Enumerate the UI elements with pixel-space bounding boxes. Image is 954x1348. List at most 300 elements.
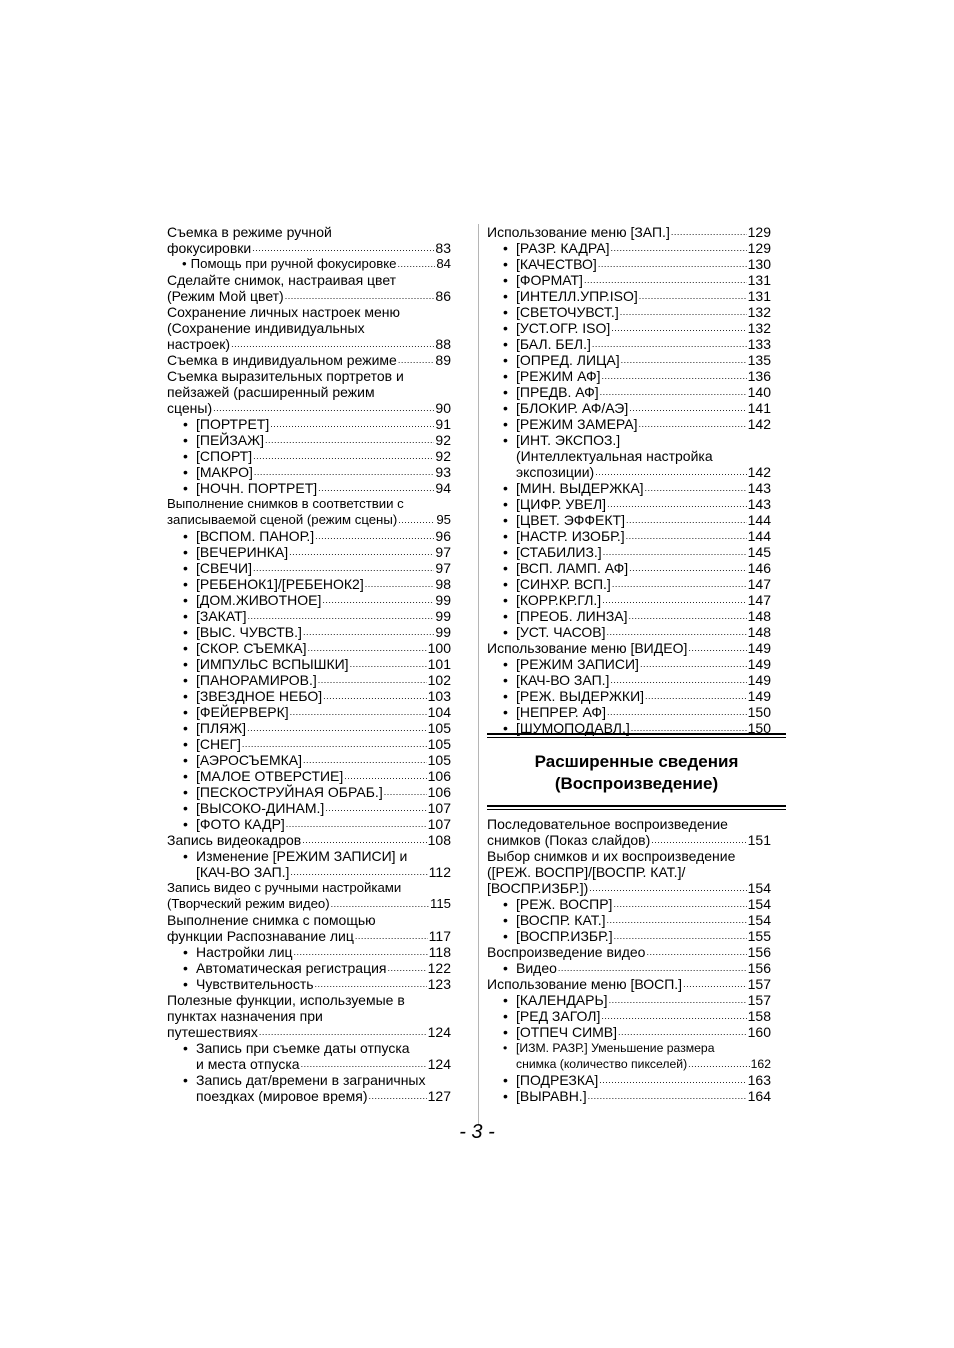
page-ref: 88 [435, 336, 451, 352]
entry-label-text: [СВЕТОЧУВСТ.] [516, 304, 619, 320]
toc-entry[interactable] [487, 336, 771, 352]
entry-row [196, 816, 451, 832]
page-ref: 99 [435, 592, 451, 608]
toc-entry[interactable] [487, 560, 771, 576]
toc-entry[interactable] [167, 256, 451, 272]
entry-label-text: [ЗАКАТ] [196, 608, 247, 624]
toc-entry[interactable] [487, 608, 771, 624]
entry-label [167, 928, 354, 944]
bullet: • [183, 704, 188, 720]
toc-entry[interactable] [487, 240, 771, 256]
dot-leader [252, 244, 434, 253]
page-ref: 144 [747, 512, 771, 528]
dot-leader [289, 548, 434, 557]
entry-row [167, 352, 451, 368]
dot-leader [671, 228, 747, 237]
page-ref: 143 [747, 496, 771, 512]
entry-row [196, 784, 451, 800]
entry-label [487, 944, 645, 960]
toc-entry[interactable] [167, 624, 451, 640]
toc-entry[interactable] [487, 944, 771, 960]
entry-label [196, 480, 317, 496]
entry-label [516, 1056, 687, 1072]
entry-label-text: [ВЫС. ЧУВСТВ.] [196, 624, 302, 640]
page-ref: 98 [435, 576, 451, 592]
entry-row [196, 944, 451, 960]
bullet: • [503, 560, 508, 576]
entry-label [196, 528, 314, 544]
toc-entry[interactable] [487, 816, 771, 848]
entry-row [516, 400, 771, 416]
entry-label-text: [ВОСПР.ИЗБР.]) [487, 880, 589, 896]
bullet: • [183, 768, 188, 784]
entry-label-text: Чувствительность [196, 976, 314, 992]
toc-entry[interactable] [167, 272, 451, 304]
entry-row [196, 960, 451, 976]
entry-row [516, 624, 771, 640]
page-ref: 157 [747, 976, 771, 992]
toc-entry[interactable] [487, 896, 771, 912]
entry-label [196, 944, 293, 960]
entry-label [516, 256, 597, 272]
dot-leader [213, 404, 434, 413]
entry-row [167, 1024, 451, 1040]
entry-label-text: [НЕПРЕР. АФ] [516, 704, 606, 720]
page-number: - 3 - [459, 1121, 495, 1143]
entry-label-text: снимка (количество пикселей) [516, 1057, 688, 1071]
bullet: • [503, 416, 508, 432]
entry-row [196, 480, 451, 496]
dot-leader [631, 724, 747, 733]
entry-row [196, 576, 451, 592]
toc-entry[interactable] [167, 752, 451, 768]
entry-label [516, 288, 638, 304]
toc-entry[interactable] [487, 384, 771, 400]
toc-entry[interactable] [167, 640, 451, 656]
entry-label [516, 1088, 587, 1104]
toc-entry[interactable] [167, 304, 451, 352]
toc-entry[interactable] [487, 544, 771, 560]
entry-label [516, 992, 608, 1008]
toc-entry[interactable] [167, 960, 451, 976]
entry-label-text: [СПОРТ] [196, 448, 253, 464]
toc-entry[interactable] [487, 256, 771, 272]
bullet: • [503, 1088, 508, 1104]
dot-leader [618, 1028, 747, 1037]
entry-label [516, 384, 599, 400]
entry-label [516, 608, 628, 624]
entry-label-text: [РАЗР. КАДРА] [516, 240, 610, 256]
toc-entry[interactable] [167, 912, 451, 944]
bullet: • [183, 608, 188, 624]
dot-leader [639, 420, 747, 429]
entry-row [487, 640, 771, 656]
bullet: • [503, 528, 508, 544]
entry-label-text: [РЕЖИМ ЗАПИСИ] [516, 656, 639, 672]
section-heading [487, 733, 786, 810]
page-ref: 123 [427, 976, 451, 992]
toc-left-column [167, 224, 451, 1104]
toc-entry[interactable] [167, 560, 451, 576]
entry-row [196, 448, 451, 464]
bullet: • [503, 896, 508, 912]
toc-entry[interactable] [167, 784, 451, 800]
entry-label-text: [ПОДРЕЗКА] [516, 1072, 599, 1088]
entry-label-text: [РЕЖИМ АФ] [516, 368, 601, 384]
entry-text-line: Выбор снимков и их воспроизведение [487, 848, 736, 864]
dot-leader [331, 900, 429, 909]
toc-entry[interactable] [487, 528, 771, 544]
toc-entry[interactable] [167, 816, 451, 832]
dot-leader [248, 612, 435, 621]
entry-row [516, 464, 771, 480]
entry-label [196, 800, 324, 816]
entry-label-text: [ВОСПР. КАТ.] [516, 912, 606, 928]
toc-entry[interactable] [487, 1008, 771, 1024]
entry-label-text: Настройки лиц [196, 944, 293, 960]
toc-entry[interactable] [167, 656, 451, 672]
entry-label [196, 864, 289, 880]
dot-leader [302, 836, 426, 845]
entry-row [516, 528, 771, 544]
dot-leader [318, 676, 427, 685]
toc-entry[interactable] [487, 592, 771, 608]
toc-entry[interactable] [487, 1072, 771, 1088]
entry-label-text: [ДОМ.ЖИВОТНОЕ] [196, 592, 322, 608]
dot-leader [626, 532, 747, 541]
dot-leader [646, 948, 746, 957]
bullet: • [503, 1008, 508, 1024]
entry-label-text: (Творческий режим видео) [167, 896, 330, 911]
toc-entry[interactable] [167, 704, 451, 720]
toc-entry[interactable] [487, 992, 771, 1008]
page-ref: 105 [427, 736, 451, 752]
dot-leader [388, 964, 427, 973]
toc-entry[interactable] [167, 720, 451, 736]
entry-label-text: [ОТПЕЧ СИМВ] [516, 1024, 618, 1040]
entry-label [516, 320, 610, 336]
toc-entry[interactable] [167, 224, 451, 256]
toc-entry[interactable] [487, 1088, 771, 1104]
entry-row [196, 864, 451, 880]
entry-label [196, 544, 288, 560]
dot-leader [610, 676, 746, 685]
page-ref: 132 [747, 304, 771, 320]
dot-leader [640, 660, 747, 669]
page-ref: 89 [435, 352, 451, 368]
entry-label-text: [СНЕГ] [196, 736, 241, 752]
page-ref: 156 [747, 960, 771, 976]
page-ref: 94 [435, 480, 451, 496]
toc-entry[interactable] [487, 576, 771, 592]
entry-text-line: Сделайте снимок, настраивая цвет [167, 272, 397, 288]
toc-entry[interactable] [487, 368, 771, 384]
entry-label [516, 464, 594, 480]
toc-entry[interactable] [487, 976, 771, 992]
toc-entry[interactable] [487, 1024, 771, 1040]
entry-label [196, 576, 364, 592]
entry-row [196, 752, 451, 768]
entry-label-text: Видео [516, 960, 557, 976]
entry-text-line: Съемка выразительных портретов и [167, 368, 404, 384]
entry-row [196, 768, 451, 784]
page-ref: 83 [435, 240, 451, 256]
page-ref: 142 [747, 464, 771, 480]
dot-leader [645, 692, 747, 701]
entry-row [196, 704, 451, 720]
toc-entry[interactable] [487, 688, 771, 704]
bullet: • [503, 928, 508, 944]
toc-entry[interactable] [487, 496, 771, 512]
page-ref: 117 [428, 928, 451, 944]
entry-row [167, 336, 451, 352]
entry-row [196, 1088, 451, 1104]
entry-label [516, 560, 628, 576]
entry-label [516, 544, 602, 560]
toc-entry[interactable] [167, 352, 451, 368]
entry-label [516, 960, 557, 976]
dot-leader [254, 468, 435, 477]
toc-entry[interactable] [487, 400, 771, 416]
toc-entry[interactable] [167, 464, 451, 480]
toc-entry[interactable] [167, 880, 451, 912]
bullet: • [183, 944, 188, 960]
entry-label-text: [БАЛ. БЕЛ.] [516, 336, 591, 352]
bullet: • [503, 592, 508, 608]
entry-row [167, 400, 451, 416]
toc-entry[interactable] [167, 848, 451, 880]
toc-entry[interactable] [487, 1040, 771, 1072]
toc-entry[interactable] [167, 544, 451, 560]
dot-leader [584, 276, 747, 285]
entry-label [516, 352, 620, 368]
toc-entry[interactable] [167, 800, 451, 816]
dot-leader [242, 740, 427, 749]
toc-entry[interactable] [487, 272, 771, 288]
toc-entry[interactable] [487, 480, 771, 496]
entry-label-text: [КОРР.КР.ГЛ.] [516, 592, 602, 608]
toc-entry[interactable] [487, 928, 771, 944]
page-ref: 136 [747, 368, 771, 384]
bullet: • [183, 976, 188, 992]
entry-row [516, 560, 771, 576]
entry-row [516, 544, 771, 560]
entry-label-text: [ВЕЧЕРИНКА] [196, 544, 289, 560]
entry-label-text: [СВЕЧИ] [196, 560, 252, 576]
entry-label-text: [ПЛЯЖ] [196, 720, 247, 736]
toc-entry[interactable] [487, 848, 771, 896]
entry-label-text: [ПРЕОБ. ЛИНЗА] [516, 608, 628, 624]
entry-label-text: [ОПРЕД. ЛИЦА] [516, 352, 620, 368]
page-ref: 133 [747, 336, 771, 352]
bullet: • [503, 304, 508, 320]
toc-entry[interactable] [167, 608, 451, 624]
toc-entry[interactable] [487, 352, 771, 368]
toc-entry[interactable] [167, 448, 451, 464]
dot-leader [601, 1012, 746, 1021]
dot-leader [626, 516, 747, 525]
toc-entry[interactable] [167, 976, 451, 992]
entry-label-text: [МИН. ВЫДЕРЖКА] [516, 480, 644, 496]
dot-leader [629, 404, 746, 413]
toc-entry[interactable] [487, 416, 771, 432]
dot-leader [588, 1092, 747, 1101]
bullet: • [503, 688, 508, 704]
toc-entry[interactable] [487, 704, 771, 720]
entry-label-text: [ШУМОПОДАВЛ.] [516, 720, 630, 736]
toc-entry[interactable] [167, 832, 451, 848]
toc-entry[interactable] [487, 512, 771, 528]
bullet: • [503, 720, 508, 736]
toc-entry[interactable] [487, 288, 771, 304]
toc-entry[interactable] [167, 496, 451, 528]
page-ref: 129 [747, 224, 771, 240]
dot-leader [629, 612, 747, 621]
entry-label [167, 512, 397, 528]
bullet: • [503, 1024, 508, 1040]
toc-entry[interactable] [167, 1040, 451, 1072]
bullet: • [183, 736, 188, 752]
entry-label-text: [СТАБИЛИЗ.] [516, 544, 602, 560]
bullet: • [183, 800, 188, 816]
entry-label-text: Использование меню [ВОСП.] [487, 976, 683, 992]
bullet: • [503, 656, 508, 672]
bullet: • [183, 672, 188, 688]
toc-entry[interactable] [487, 624, 771, 640]
entry-label-text: [ЦИФР. УВЕЛ] [516, 496, 607, 512]
bullet: • [503, 368, 508, 384]
entry-row [196, 608, 451, 624]
entry-row [516, 1008, 771, 1024]
entry-label-text: и места отпуска [196, 1056, 300, 1072]
dot-leader [315, 980, 427, 989]
entry-row [196, 720, 451, 736]
entry-row [516, 496, 771, 512]
entry-row [196, 624, 451, 640]
page-ref: 154 [747, 896, 771, 912]
entry-row [516, 912, 771, 928]
page-ref: 150 [747, 720, 771, 736]
entry-text-line: [ИНТ. ЭКСПОЗ.] [516, 432, 621, 448]
dot-leader [613, 900, 746, 909]
entry-row [516, 672, 771, 688]
toc-entry[interactable] [487, 672, 771, 688]
entry-label [196, 416, 269, 432]
toc-entry[interactable] [487, 960, 771, 976]
entry-label [516, 672, 609, 688]
entry-label-text: [КАЛЕНДАРЬ] [516, 992, 608, 1008]
entry-row [516, 368, 771, 384]
entry-label [167, 352, 397, 368]
bullet: • [183, 1072, 188, 1088]
entry-text-line: Выполнение снимков в соответствии с [167, 496, 404, 511]
entry-label [196, 816, 285, 832]
toc-entry[interactable] [487, 224, 771, 240]
entry-row [196, 688, 451, 704]
entry-label [516, 688, 644, 704]
bullet: • [503, 400, 508, 416]
toc-entry[interactable] [167, 992, 451, 1040]
dot-leader [607, 500, 747, 509]
toc-entry[interactable] [167, 432, 451, 448]
toc-entry[interactable] [167, 576, 451, 592]
toc-entry[interactable] [487, 912, 771, 928]
entry-label-text: [КАЧ-ВО ЗАП.] [516, 672, 610, 688]
entry-label-text: Автоматическая регистрация [196, 960, 387, 976]
dot-leader [270, 420, 434, 429]
page-ref: 107 [427, 800, 451, 816]
entry-row [196, 640, 451, 656]
entry-label [516, 272, 583, 288]
toc-entry[interactable] [487, 640, 771, 656]
entry-label [516, 912, 605, 928]
toc-entry[interactable] [167, 768, 451, 784]
page-ref: 106 [427, 768, 451, 784]
dot-leader [558, 964, 747, 973]
bullet: • [182, 256, 187, 271]
toc-entry[interactable] [167, 736, 451, 752]
bullet: • [183, 784, 188, 800]
toc-entry[interactable] [167, 416, 451, 432]
entry-label-text: [РЕЖ. ВЫДЕРЖКИ] [516, 688, 645, 704]
bullet: • [183, 560, 188, 576]
toc-entry[interactable] [167, 592, 451, 608]
toc-entry[interactable] [167, 688, 451, 704]
page-ref: 108 [427, 832, 451, 848]
entry-label-text: [ПЕСКОСТРУЙНАЯ ОБРАБ.] [196, 784, 383, 800]
dot-leader [315, 532, 434, 541]
entry-label [167, 896, 330, 912]
toc-entry[interactable] [167, 480, 451, 496]
page-ref: 106 [427, 784, 451, 800]
entry-label-text: [УСТ.ОГР. ISO] [516, 320, 611, 336]
entry-row [487, 944, 771, 960]
dot-leader [253, 564, 434, 573]
page-ref: 84 [436, 256, 451, 271]
entry-label [516, 240, 609, 256]
toc-entry[interactable] [487, 656, 771, 672]
bullet: • [503, 912, 508, 928]
toc-entry[interactable] [167, 672, 451, 688]
dot-leader [290, 868, 427, 877]
dot-leader [231, 340, 434, 349]
bullet: • [503, 992, 508, 1008]
entry-label [196, 448, 252, 464]
toc-entry[interactable] [167, 528, 451, 544]
page-ref: 92 [435, 448, 451, 464]
dot-leader [621, 356, 747, 365]
entry-label-text: экспозиции) [516, 464, 595, 480]
dot-leader [325, 804, 426, 813]
toc-entry[interactable] [487, 320, 771, 336]
entry-label [196, 464, 253, 480]
entry-row [167, 288, 451, 304]
entry-text-line: ([РЕЖ. ВОСПР]/[ВОСПР. КАТ.]/ [487, 864, 686, 880]
entry-row [196, 976, 451, 992]
toc-entry[interactable] [167, 368, 451, 416]
toc-entry[interactable] [167, 1072, 451, 1104]
dot-leader [369, 1092, 427, 1101]
toc-entry[interactable] [487, 432, 771, 480]
entry-label-text: [ВСП. ЛАМП. АФ] [516, 560, 629, 576]
toc-entry[interactable] [167, 944, 451, 960]
entry-label [196, 592, 321, 608]
bullet: • [183, 432, 188, 448]
toc-entry[interactable] [487, 304, 771, 320]
entry-text-line: (Интеллектуальная настройка [516, 448, 713, 464]
toc-right-column [487, 224, 771, 736]
dot-leader [318, 484, 434, 493]
